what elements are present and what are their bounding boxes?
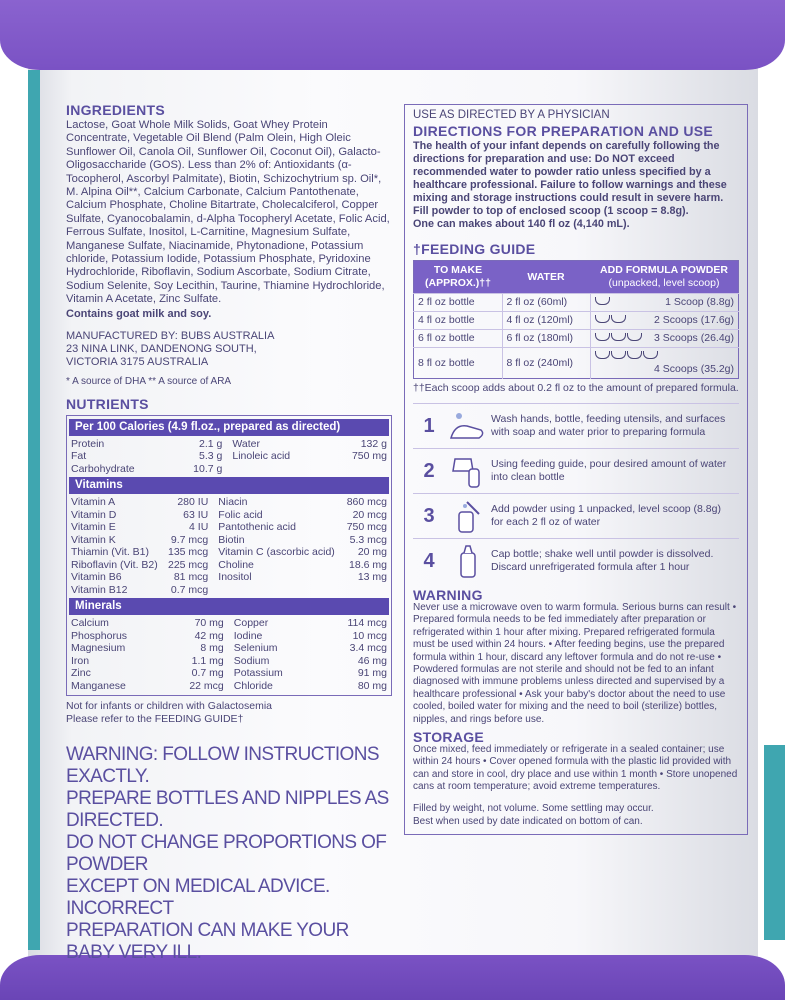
nutrient-name: Magnesium [71,642,126,655]
fill-weight-note: Filled by weight, not volume. Some settling may occur. [413,802,654,814]
macro-table [69,438,389,476]
nutrient-value: 5.3 mcg [349,533,387,546]
scoop-icon [627,333,642,341]
nutrient-value: 42 mg [194,629,224,642]
feeding-water: 4 fl oz (120ml) [502,312,590,330]
scoop-icon [643,351,658,359]
feeding-guide-heading: †FEEDING GUIDE [413,241,536,257]
warning-text: Never use a microwave oven to warm formula. Serious burns can result • Prepared formula needs to be fed immediately after preparation or refrigerated within 1 hour after mixing. Prepared refrigerated formula must be used within 24 hours. • After feeding begins, use the prepared formula within 1 hour, discard any leftover formula and do not re-use • Powdered formulas are not sterile and should not be fed to an infant diagnosed with immune problems unless directed and supervised by a healthcare professional • Ask your baby's doctor about the need to use cooled, boiled water for mixing and the need to boil (sterilize) bottles, nipples, and rings before use. [413,602,737,725]
nutrient-name: Zinc [71,667,91,680]
scoop-icon [595,315,610,323]
nutrient-value: 10 mcg [352,629,387,642]
nutrient-row [69,463,389,476]
nutrient-name: Copper [233,617,269,630]
fill-instruction: Fill powder to top of enclosed scoop (1 scoop = 8.8g). [413,205,689,217]
nutrient-name: Iodine [233,629,263,642]
nutrient-value: 70 mg [194,617,224,630]
nutrient-row [69,680,389,693]
feeding-guide-note: Please refer to the FEEDING GUIDE† [66,713,244,726]
directions-box [404,104,748,835]
left-panel [66,104,392,964]
scoop-icon [611,333,626,341]
directions-text: The health of your infant depends on carefully following the directions for preparation and use: Do NOT exceed recommended water to powder ratio unless specified by a healthcare professional. Failure to follow warnings and these mixing and storage instructions could result in severe harm. [413,140,727,204]
nutrient-name: Carbohydrate [71,462,135,475]
scoop-icon [595,351,610,359]
nutrient-value: 81 mcg [173,571,209,584]
feeding-row [414,330,739,348]
scoop-icon [611,351,626,359]
nutrient-name [210,584,342,597]
nutrient-value: 8 mg [200,642,224,655]
step-number: 3 [423,504,435,527]
powder-amount: 2 Scoops (17.6g) [654,314,734,326]
feeding-make: 2 fl oz bottle [414,294,503,312]
galactosemia-note: Not for infants or children with Galactosemia [66,700,273,713]
nutrient-value: 132 g [360,437,387,450]
nutrient-row [69,546,389,559]
feeding-powder [590,348,739,379]
step-text: Using feeding guide, pour desired amount of water into clean bottle [491,458,727,483]
nutrient-value: 80 mg [357,679,387,692]
nutrient-value: 750 mcg [346,521,387,534]
nutrient-row [69,571,389,584]
nutrient-row [69,617,389,630]
nutrient-name: Folic acid [218,508,263,521]
nutrient-name: Pantothenic acid [218,521,296,534]
nutrient-row [69,534,389,547]
powder-amount: 1 Scoop (8.8g) [665,296,734,308]
big-warning-line: DO NOT CHANGE PROPORTIONS OF POWDER [66,832,387,876]
nutrient-row [69,450,389,463]
step-item [413,448,739,493]
nutrients-panel [66,415,392,697]
feeding-powder [590,330,739,348]
nutrient-value: 46 mg [357,654,387,667]
step-text: Wash hands, bottle, feeding utensils, and surfaces with soap and water prior to preparing formula [491,413,726,438]
nutrient-value: 18.6 mg [349,558,387,571]
scoop-icon [595,297,610,305]
manufacturer-line: 23 NINA LINK, DANDENONG SOUTH, [66,342,257,355]
col-powder-sub: (unpacked, level scoop) [608,277,720,289]
per-100-label: Per 100 Calories (4.9 fl.oz., prepared as directed) [69,419,389,436]
feeding-water: 2 fl oz (60ml) [502,294,590,312]
nutrient-name: Vitamin D [71,508,117,521]
nutrient-value: 0.7 mg [191,667,224,680]
step-text: Add powder using 1 unpacked, level scoop (8.8g) for each 2 fl oz of water [491,503,721,528]
right-panel [404,104,748,835]
big-warning-line: PREPARE BOTTLES AND NIPPLES AS DIRECTED. [66,788,389,832]
nutrient-name: Potassium [233,667,283,680]
nutrient-value: 4 IU [189,521,209,534]
col-to-make: TO MAKE (APPROX.)†† [414,261,503,294]
col-powder-label: ADD FORMULA POWDER [600,264,728,276]
scoop-icon [595,333,610,341]
nutrient-name: Niacin [218,496,248,509]
physician-label: USE AS DIRECTED BY A PHYSICIAN [413,109,610,121]
nutrient-row [69,630,389,643]
add-powder-icon [445,498,491,534]
nutrient-name: Water [232,437,260,450]
nutrient-name: Selenium [233,642,278,655]
nutrient-row [69,655,389,668]
allergen-text: Contains goat milk and soy. [66,307,212,320]
nutrient-value: 114 mcg [347,617,387,630]
feeding-guide-table [413,260,739,379]
minerals-table [69,617,389,692]
scoop-icon [611,315,626,323]
nutrient-value [329,463,389,476]
step-text: Cap bottle; shake well until powder is dissolved. Discard unrefrigerated formula after 1 hour [491,548,714,573]
nutrient-name: Vitamin E [71,521,116,534]
nutrient-name: Biotin [218,533,245,546]
scoop-icon [595,350,659,362]
manufacturer [66,330,392,369]
nutrient-row [69,521,389,534]
manufacturer-line: VICTORIA 3175 AUSTRALIA [66,355,209,368]
hand-wash-icon [445,408,491,444]
step-item [413,403,739,448]
scoop-icon [595,314,627,326]
scoop-icon [595,296,611,308]
nutrient-value: 225 mcg [168,558,209,571]
feeding-make: 8 fl oz bottle [414,348,503,379]
nutrient-row [69,509,389,522]
ingredients-heading: INGREDIENTS [66,102,165,118]
nutrient-name: Vitamin B6 [71,571,122,584]
nutrient-value: 280 IU [177,496,209,509]
step-number: 1 [423,414,435,437]
nutrient-value: 750 mg [351,450,387,463]
nutrient-name: Chloride [233,679,273,692]
nutrient-name: Manganese [71,679,126,692]
nutrient-row [69,559,389,572]
nutrient-name: Protein [71,437,105,450]
nutrient-value: 860 mcg [346,496,387,509]
powder-amount: 3 Scoops (26.4g) [654,332,734,344]
feeding-powder [590,294,739,312]
nutrient-value: 91 mg [357,667,387,680]
nutrient-value: 1.1 mg [191,654,224,667]
steps-list [413,403,739,583]
ingredients-text: Lactose, Goat Whole Milk Solids, Goat Whey Protein Concentrate, Vegetable Oil Blend (Palm Olein, High Oleic Sunflower Oil, Canola Oil, Sunflower Oil, Coconut Oil), Galacto-Oligosaccharide (GOS). Less than 2% of: Antioxidants (α-Tocopherol, Ascorbyl Palmitate), Biotin, Schizochytrium sp. Oil*, M. Alpina Oil**, Calcium Carbonate, Calcium Pantothenate, Calcium Phosphate, Choline Bitartrate, Cholecalciferol, Copper Sulfate, Cyanocobalamin, d-Alpha Tocopheryl Acetate, Folic Acid, Ferrous Sulfate, Inositol, L-Carnitine, Magnesium Sulfate, Manganese Sulfate, Niacinamide, Phytonadione, Potassium chloride, Potassium Iodide, Potassium Phosphate, Pyridoxine Hydrochloride, Riboflavin, Sodium Ascorbate, Sodium Citrate, Sodium Selenite, Soy Lecithin, Taurine, Thiamine Hydrochloride, Vitamin A Acetate, Zinc Sulfate. [66,119,390,306]
nutrient-name: Vitamin C (ascorbic acid) [218,546,335,559]
nutrient-name: Riboflavin (Vit. B2) [71,558,158,571]
step-number: 2 [423,459,435,482]
scoop-icon [627,351,642,359]
teal-stripe-right [764,745,785,940]
nutrient-name: Choline [218,558,254,571]
nutrient-name: Fat [71,450,87,463]
nutrients-heading: NUTRIENTS [66,395,149,412]
vitamins-label: Vitamins [69,477,389,494]
directions-heading: DIRECTIONS FOR PREPARATION AND USE [413,123,714,139]
nutrient-value: 10.7 g [193,462,223,475]
nutrient-name: Sodium [233,654,270,667]
nutrient-row [69,438,389,451]
nutrient-name: Thiamin (Vit. B1) [71,546,149,559]
big-warning-line: WARNING: FOLLOW INSTRUCTIONS EXACTLY. [66,744,379,788]
col-powder [590,261,739,294]
nutrient-name: Vitamin K [71,533,116,546]
step-item [413,538,739,583]
nutrient-row [69,584,389,597]
nutrient-row [69,496,389,509]
nutrient-value: 20 mcg [352,508,387,521]
scoop-icon [595,332,643,344]
feeding-water: 6 fl oz (180ml) [502,330,590,348]
nutrient-value: 5.3 g [199,450,223,463]
nutrient-value: 13 mg [357,571,387,584]
nutrient-value [343,584,389,597]
big-warning-line: EXCEPT ON MEDICAL ADVICE. INCORRECT [66,876,330,920]
vitamins-table [69,496,389,596]
nutrient-row [69,667,389,680]
minerals-label: Minerals [69,598,389,615]
source-footnote: * A source of DHA ** A source of ARA [66,375,232,387]
feeding-row [414,294,739,312]
feeding-row [414,348,739,379]
bottle-icon [445,543,491,579]
step-item [413,493,739,538]
nutrient-value: 63 IU [183,508,209,521]
can-makes: One can makes about 140 fl oz (4,140 mL). [413,218,630,230]
nutrient-name: Vitamin B12 [71,583,128,596]
pour-water-icon [445,453,491,489]
feeding-make: 6 fl oz bottle [414,330,503,348]
feeding-powder [590,312,739,330]
teal-stripe-left [28,70,40,950]
nutrient-name [224,463,328,476]
step-number: 4 [423,549,435,572]
nutrient-value: 22 mcg [189,679,224,692]
nutrient-name: Phosphorus [71,629,128,642]
nutrient-value: 135 mcg [168,546,209,559]
nutrient-value: 0.7 mcg [170,583,209,596]
feeding-make: 4 fl oz bottle [414,312,503,330]
nutrient-value: 3.4 mcg [349,642,387,655]
nutrient-name: Linoleic acid [232,450,291,463]
feeding-water: 8 fl oz (240ml) [502,348,590,379]
scoop-footnote: ††Each scoop adds about 0.2 fl oz to the amount of prepared formula. [413,382,739,394]
nutrient-value: 9.7 mcg [170,533,209,546]
warning-heading: WARNING [413,587,483,603]
big-warning-line: PREPARATION CAN MAKE YOUR BABY VERY ILL. [66,920,349,964]
storage-text: Once mixed, feed immediately or refrigerate in a sealed container; use within 24 hours • Cover opened formula with the plastic lid provided with can and store in cool, dry place and use within 1 month • Store unopened cans at room temperature; avoid extreme temperatures. [413,744,738,793]
storage-heading: STORAGE [413,729,485,746]
big-warning [66,744,392,964]
nutrient-value: 2.1 g [199,437,223,450]
best-before-note: Best when used by date indicated on bottom of can. [413,815,643,827]
nutrient-name: Inositol [218,571,252,584]
feeding-row [414,312,739,330]
powder-amount: 4 Scoops (35.2g) [654,363,734,375]
nutrient-name: Vitamin A [71,496,116,509]
nutrient-name: Iron [71,654,90,667]
nutrient-value: 20 mg [357,546,387,559]
lid-top [0,0,785,70]
manufacturer-line: MANUFACTURED BY: BUBS AUSTRALIA [66,329,275,342]
nutrient-row [69,642,389,655]
nutrient-name: Calcium [71,617,109,630]
col-water: WATER [502,261,590,294]
